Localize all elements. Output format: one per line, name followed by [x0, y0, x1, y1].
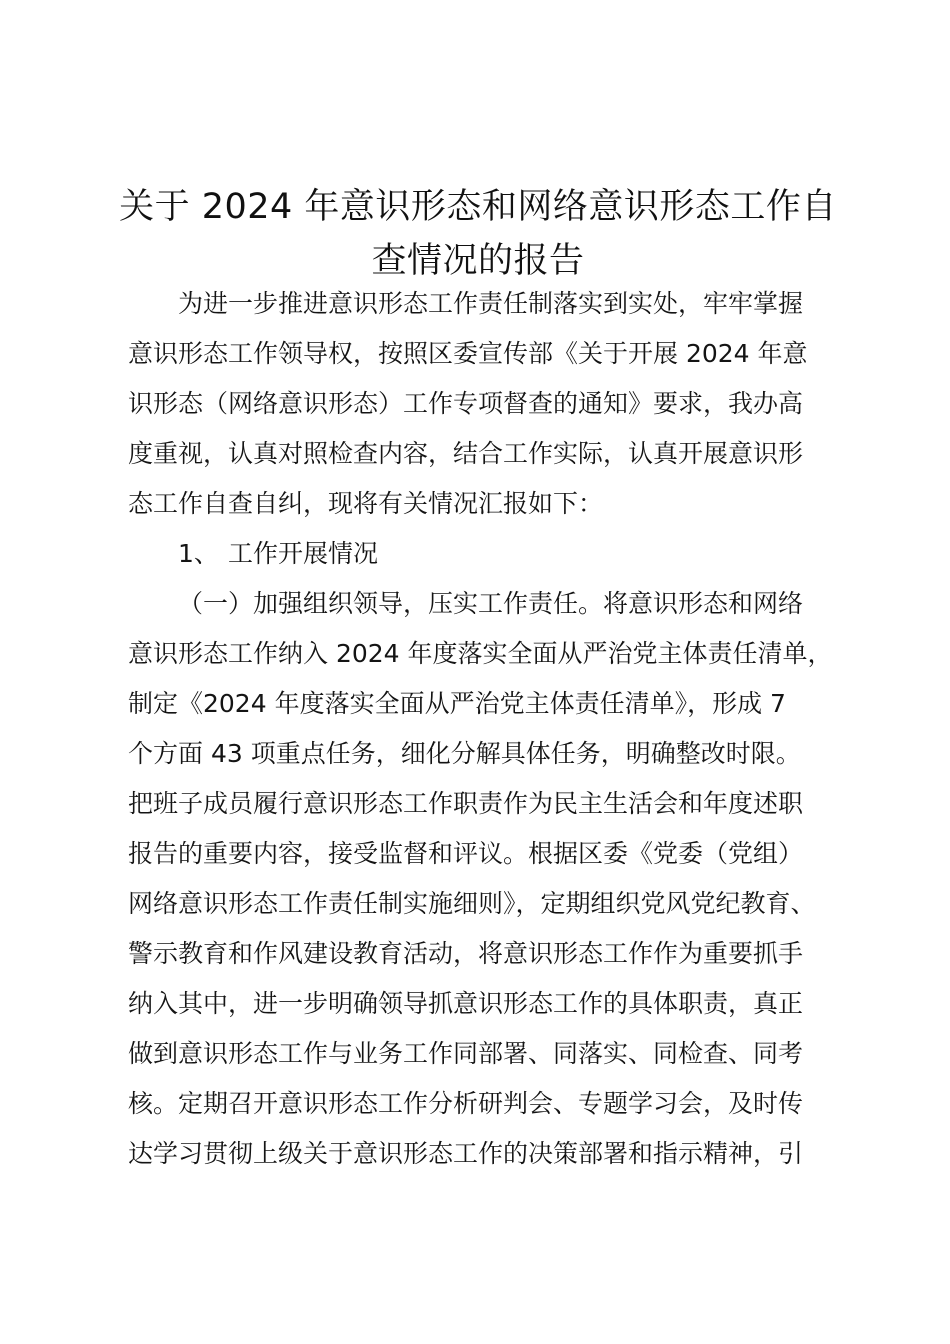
- body-line: 做到意识形态工作与业务工作同部署、同落实、同检查、同考: [128, 1039, 804, 1068]
- body-line: 报告的重要内容，接受监督和评议。根据区委《党委（党组）: [128, 839, 804, 868]
- body-line: 纳入其中，进一步明确领导抓意识形态工作的具体职责，真正: [128, 989, 804, 1018]
- body-line: 警示教育和作风建设教育活动，将意识形态工作作为重要抓手: [128, 939, 804, 968]
- intro-line: 态工作自查自纠，现将有关情况汇报如下：: [128, 489, 604, 518]
- title-line-1: 关于 2024 年意识形态和网络意识形态工作自: [119, 187, 837, 227]
- body-line: 达学习贯彻上级关于意识形态工作的决策部署和指示精神，引: [128, 1139, 804, 1168]
- section-number: 1、: [178, 539, 219, 568]
- body-line: 制定《2024 年度落实全面从严治党主体责任清单》，形成 7: [128, 689, 786, 718]
- intro-line: 度重视，认真对照检查内容，结合工作实际，认真开展意识形: [128, 439, 804, 468]
- intro-line: 为进一步推进意识形态工作责任制落实到实处，牢牢掌握: [178, 289, 804, 318]
- title-line-2: 查情况的报告: [371, 241, 585, 281]
- body-line: 核。定期召开意识形态工作分析研判会、专题学习会，及时传: [128, 1089, 804, 1118]
- document-title: [118, 180, 838, 288]
- intro-line: 意识形态工作领导权，按照区委宣传部《关于开展 2024 年意: [128, 339, 808, 368]
- section-title: 工作开展情况: [228, 539, 379, 568]
- body-line: 意识形态工作纳入 2024 年度落实全面从严治党主体责任清单，: [128, 639, 833, 668]
- body-line: 个方面 43 项重点任务，细化分解具体任务，明确整改时限。: [128, 739, 801, 768]
- body-line: 把班子成员履行意识形态工作职责作为民主生活会和年度述职: [128, 789, 804, 818]
- body-line: （一）加强组织领导，压实工作责任。将意识形态和网络: [178, 589, 804, 618]
- body-line: 网络意识形态工作责任制实施细则》，定期组织党风党纪教育、: [128, 889, 816, 918]
- intro-line: 识形态（网络意识形态）工作专项督查的通知》要求，我办高: [128, 389, 804, 418]
